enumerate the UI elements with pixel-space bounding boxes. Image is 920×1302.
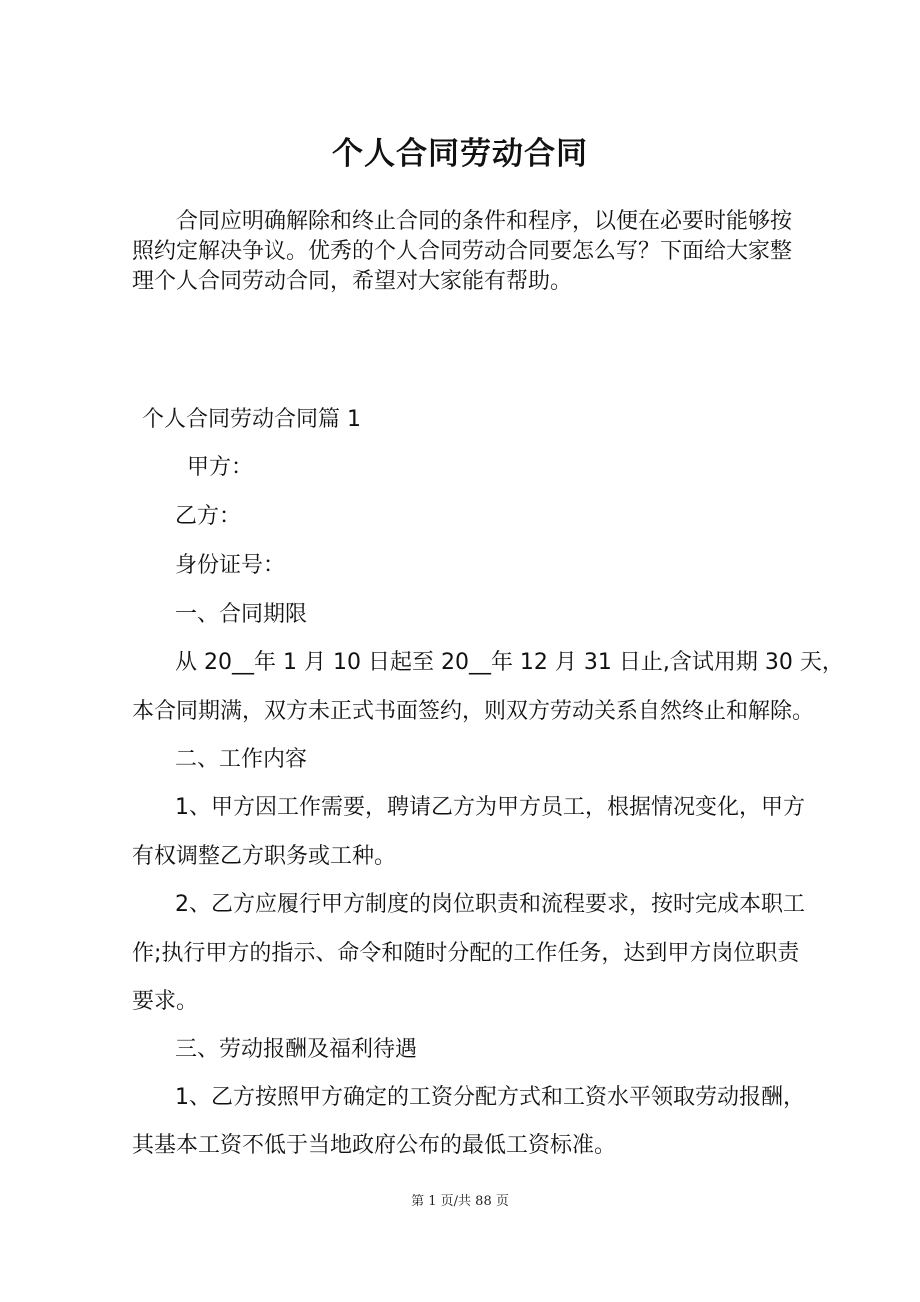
clause-3-item-line: 1、乙方按照甲方确定的工资分配方式和工资水平领取劳动报酬，: [175, 1085, 805, 1110]
intro-paragraph: [132, 207, 792, 297]
clause-1-title: 一、合同期限: [175, 602, 308, 627]
page-indicator: 第 1 页/共 88 页: [411, 1194, 509, 1209]
id-number-label: 身份证号：: [175, 553, 286, 578]
section-heading: 个人合同劳动合同篇 1: [142, 407, 361, 432]
clause-2-item-line: 2、乙方应履行甲方制度的岗位职责和流程要求，按时完成本职工: [175, 892, 805, 917]
party-b-label: 乙方：: [175, 504, 242, 529]
clause-2-title: 二、工作内容: [175, 747, 308, 772]
clause-2-item-line: 要求。: [132, 989, 199, 1014]
clause-3-title: 三、劳动报酬及福利待遇: [175, 1037, 418, 1062]
clause-1-text-line: 从 20__年 1 月 10 日起至 20__年 12 月 31 日止,含试用期 30 天，: [175, 650, 844, 675]
clause-1-text-line: 本合同期满，双方未正式书面签约，则双方劳动关系自然终止和解除。: [132, 699, 815, 724]
intro-line: 照约定解决争议。优秀的个人合同劳动合同要怎么写？下面给大家整: [132, 239, 793, 264]
intro-line: 理个人合同劳动合同，希望对大家能有帮助。: [132, 269, 573, 294]
clause-2-item-line: 有权调整乙方职务或工种。: [132, 844, 397, 869]
clause-2-item-line: 1、甲方因工作需要，聘请乙方为甲方员工，根据情况变化，甲方: [175, 795, 805, 820]
party-a-label: 甲方：: [187, 455, 254, 480]
clause-2-item-line: 作;执行甲方的指示、命令和随时分配的工作任务，达到甲方岗位职责: [132, 941, 800, 966]
clause-3-item-line: 其基本工资不低于当地政府公布的最低工资标准。: [132, 1133, 617, 1158]
document-title: 个人合同劳动合同: [332, 136, 588, 172]
intro-line: 合同应明确解除和终止合同的条件和程序，以便在必要时能够按: [132, 209, 793, 234]
